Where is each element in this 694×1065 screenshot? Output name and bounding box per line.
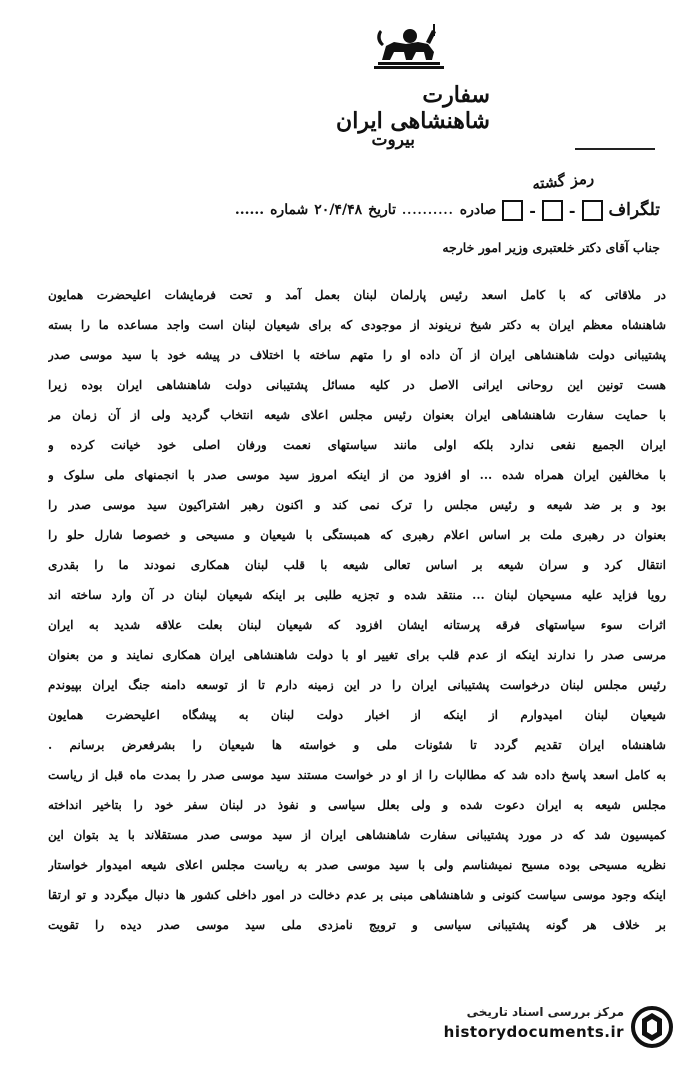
watermark-center-name: مرکز بررسی اسناد تاریخی	[466, 1005, 624, 1019]
checkbox-1	[582, 200, 603, 221]
date-value: ۲۰/۴/۴۸	[314, 202, 363, 218]
body-line: شاهنشاه معظم ایران به دکتر شیخ نرینوند از موجودی که برای شیعیان لبنان است واجد مساعده ما را بسته	[48, 318, 666, 332]
body-line: با حمایت سفارت شاهنشاهی ایران بعنوان رئیس مجلس اعلای شیعه انتخاب گردید ولی از آن زمان مر	[48, 408, 666, 422]
letter-body	[48, 280, 666, 940]
label-sadereh: صادره	[459, 202, 497, 218]
handwritten-note: رمز گشته	[531, 168, 595, 194]
body-line: اثرات سوء سیاستهای فرقه پرستانه ایشان افزود که شیعیان لبنان بعلت علاقه شدید به ایران	[48, 618, 666, 632]
body-line: هست تونین این روحانی ایرانی الاصل در کلیه مسائل پشتیبانی دولت شاهنشاهی ایران بوده زیرا	[48, 378, 666, 392]
city-name: بیروت	[371, 130, 415, 150]
number-value: ......	[234, 202, 265, 218]
body-line: با مخالفین ایران همراه شده ... او افزود من از اینکه امروز سید موسی صدر با انجمنهای ملی سلوک و	[48, 468, 666, 482]
body-line: پشتیبانی دولت شاهنشاهی ایران از آن داده او را متهم ساخته با اختلاف در پیشه خود با سید موسی صدر	[48, 348, 666, 362]
archive-logo-icon	[630, 1005, 674, 1049]
body-line: شاهنشاه ایران تقدیم گردد تا شئونات ملی و خواسته ها شیعیان را بشرفعرض برسانم .	[48, 738, 666, 752]
checkbox-3	[502, 200, 523, 221]
separator: -	[568, 200, 576, 220]
checkbox-2	[542, 200, 563, 221]
lion-and-sun-emblem-icon	[372, 22, 446, 72]
watermark	[414, 1005, 674, 1045]
telegram-title: تلگراف	[608, 200, 660, 220]
body-line: رویا فزاید علیه مسیحیان لبنان ... منتقد شده و تجزیه طلبی بر اینکه شیعیان لبنان در آن وارد ساخته اند	[48, 588, 666, 602]
reference-line	[575, 148, 655, 150]
separator: -	[529, 200, 536, 220]
body-line: اینکه وجود موسی سیاست کنونی و شاهنشاهی مبنی بر عدم دخالت در امور داخلی کشور ها دنبال میگردد و تو ارتقا	[48, 888, 666, 902]
body-line: کمیسیون شد که در مورد پشتیبانی سفارت شاهنشاهی ایران از سید موسی صدر مستقلاند با ید بتوان این	[48, 828, 666, 842]
watermark-url: historydocuments.ir	[443, 1023, 624, 1041]
addressee: جناب آقای دکتر خلعتبری وزیر امور خارجه	[442, 240, 660, 255]
body-line: ایران الجمیع نفعی ندارد بلکه اولی مانند سیاستهای نعمت ورفان اصلی خود خیانت کرده و	[48, 438, 666, 452]
body-line: انتقال کرد و سران شیعه بر اساس تعالی شیعه با قلب لبنان همکاری نمودند ما را بقدری	[48, 558, 666, 572]
label-shomareh: شماره	[270, 202, 309, 218]
body-line: رئیس مجلس لبنان درخواست پشتیبانی ایران را در این زمینه دارم تا از توسعه دامنه جنگ ایران بپیوندم	[48, 678, 666, 692]
telegram-header	[50, 196, 660, 224]
body-line: بود و بر ضد شیعه و رئیس مجلس را ترک نمی کند و اکنون رهبر اشتراکیون سید موسی صدر را	[48, 498, 666, 512]
body-line: نظریه مسیحی بوده مسیح نمیشناسم ولی با سید موسی صدر به ریاست مجلس اعلای شیعه امیدوار خواستار	[48, 858, 666, 872]
embassy-name: سفارت شاهنشاهی ایران	[336, 82, 490, 134]
label-tarikh: تاریخ	[368, 202, 396, 218]
body-line: بعنوان در رهبری ملت بر اساس اعلام رهبری که همبستگی با شیعیان و مسیحی و خصوصا شارل حلو را	[48, 528, 666, 542]
body-line: شیعیان لبنان امیدوارم از اینکه از اخبار دولت لبنان به پیشگاه اعلیحضرت همایون	[48, 708, 666, 722]
body-line: مجلس شیعه به ایران دعوت شده و ولی بعلل سیاسی و نفوذ در لبنان سفر خود را بتاخیر انداخته	[48, 798, 666, 812]
blank-line: ..........	[401, 203, 454, 217]
body-line: به کامل اسعد پاسخ داده شد که مطالبات را از او در خواست مستند سید موسی صدر را بمدت ماه قبل از ریاست	[48, 768, 666, 782]
body-line: بر خلاف هر گونه پشتیبانی سیاسی و ترویج نامزدی ملی سید موسی صدر دیده را تقویت	[48, 918, 666, 932]
body-line: مرسی صدر را ندارند اینکه از عدم قلب برای تغییر او با دولت شاهنشاهی ایران همکاری نمایند و من بعنوان	[48, 648, 666, 662]
body-line: در ملاقاتی که با کامل اسعد رئیس پارلمان لبنان بعمل آمد و تحت فرمایشات اعلیحضرت همایون	[48, 288, 666, 302]
